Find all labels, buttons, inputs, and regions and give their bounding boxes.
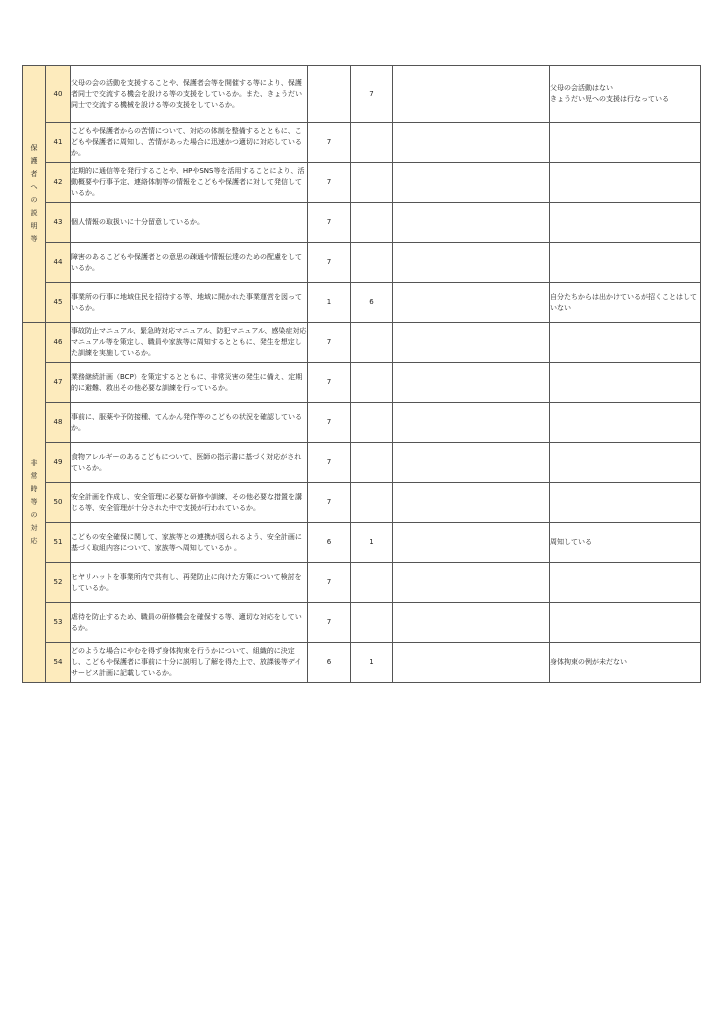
answer-yes-count: 6 [308,523,351,563]
answer-no-count: 1 [351,523,393,563]
answer-no-count [351,403,393,443]
answer-no-count [351,563,393,603]
answer-other-count [393,483,550,523]
section-label [23,323,46,683]
answer-other-count [393,203,550,243]
answer-yes-count: 7 [308,403,351,443]
row-number: 54 [46,643,71,683]
remarks-text: 身体拘束の例が未だない [550,643,701,683]
answer-yes-count: 7 [308,323,351,363]
question-text: 食物アレルギーのあるこどもについて、医師の指示書に基づく対応がされているか。 [71,443,308,483]
answer-no-count [351,243,393,283]
question-text: ヒヤリハットを事業所内で共有し、再発防止に向けた方策について検討をしているか。 [71,563,308,603]
answer-no-count [351,603,393,643]
answer-other-count [393,123,550,163]
table-row [23,563,701,603]
answer-yes-count: 7 [308,203,351,243]
answer-no-count: 1 [351,643,393,683]
question-text: 事故防止マニュアル、緊急時対応マニュアル、防犯マニュアル、感染症対応マニュアル等を策定し、職員や家族等に周知するとともに、発生を想定した訓練を実施しているか。 [71,323,308,363]
answer-yes-count: 1 [308,283,351,323]
answer-other-count [393,563,550,603]
row-number: 44 [46,243,71,283]
answer-yes-count: 7 [308,443,351,483]
question-text: 障害のあるこどもや保護者との意思の疎通や情報伝達のための配慮をしているか。 [71,243,308,283]
answer-yes-count: 7 [308,563,351,603]
table-row [23,283,701,323]
remarks-text [550,203,701,243]
answer-no-count: 7 [351,66,393,123]
question-text: 業務継続計画（BCP）を策定するとともに、非常災害の発生に備え、定期的に避難、救出その他必要な訓練を行っているか。 [71,363,308,403]
answer-yes-count [308,66,351,123]
remarks-text [550,163,701,203]
table-row [23,483,701,523]
table-row [23,123,701,163]
remarks-text [550,603,701,643]
remarks-text [550,443,701,483]
question-text: 個人情報の取扱いに十分留意しているか。 [71,203,308,243]
answer-no-count [351,323,393,363]
question-text: こどもや保護者からの苦情について、対応の体制を整備するとともに、こどもや保護者に周知し、苦情があった場合に迅速かつ適切に対応しているか。 [71,123,308,163]
table-row [23,403,701,443]
answer-other-count [393,603,550,643]
table-row [23,323,701,363]
section-label-text: 保護者への説明等 [30,144,38,243]
table-row [23,163,701,203]
remarks-text [550,563,701,603]
answer-no-count [351,483,393,523]
answer-yes-count: 7 [308,603,351,643]
answer-other-count [393,523,550,563]
row-number: 50 [46,483,71,523]
remarks-text [550,363,701,403]
remarks-text [550,123,701,163]
row-number: 42 [46,163,71,203]
answer-other-count [393,643,550,683]
question-text: 事前に、服薬や予防接種、てんかん発作等のこどもの状況を確認しているか。 [71,403,308,443]
answer-yes-count: 6 [308,643,351,683]
answer-other-count [393,243,550,283]
answer-other-count [393,403,550,443]
remarks-text: 周知している [550,523,701,563]
answer-no-count [351,363,393,403]
remarks-text: 自分たちからは出かけているが招くことはしていない [550,283,701,323]
answer-other-count [393,323,550,363]
question-text: こどもの安全確保に関して、家族等との連携が図られるよう、安全計画に基づく取組内容について、家族等へ周知しているか 。 [71,523,308,563]
table-row [23,203,701,243]
answer-no-count [351,203,393,243]
section-label [23,66,46,323]
row-number: 52 [46,563,71,603]
remarks-text [550,483,701,523]
row-number: 48 [46,403,71,443]
row-number: 40 [46,66,71,123]
question-text: 定期的に通信等を発行することや、HPやSNS等を活用することにより、活動概要や行事予定、連絡体制等の情報をこどもや保護者に対して発信しているか。 [71,163,308,203]
answer-no-count [351,443,393,483]
answer-other-count [393,283,550,323]
question-text: 父母の会の活動を支援することや、保護者会等を開催する等により、保護者同士で交流する機会を設ける等の支援をしているか。また、きょうだい同士で交流する機械を設ける等の支援をしているか。 [71,66,308,123]
row-number: 47 [46,363,71,403]
remarks-text [550,243,701,283]
answer-no-count [351,123,393,163]
table-row [23,443,701,483]
answer-yes-count: 7 [308,483,351,523]
question-text: 虐待を防止するため、職員の研修機会を確保する等、適切な対応をしているか。 [71,603,308,643]
row-number: 49 [46,443,71,483]
evaluation-table [22,65,701,683]
table-row [23,243,701,283]
row-number: 45 [46,283,71,323]
answer-no-count [351,163,393,203]
answer-yes-count: 7 [308,243,351,283]
answer-other-count [393,66,550,123]
question-text: 事業所の行事に地域住民を招待する等、地域に開かれた事業運営を図っているか。 [71,283,308,323]
answer-other-count [393,163,550,203]
table-row [23,523,701,563]
answer-yes-count: 7 [308,163,351,203]
answer-no-count: 6 [351,283,393,323]
table-row [23,643,701,683]
answer-yes-count: 7 [308,363,351,403]
answer-other-count [393,363,550,403]
remarks-text [550,403,701,443]
question-text: どのような場合にやむを得ず身体拘束を行うかについて、組織的に決定し、こどもや保護者に事前に十分に説明し了解を得た上で、放課後等デイサービス計画に記載しているか。 [71,643,308,683]
remarks-text [550,323,701,363]
row-number: 43 [46,203,71,243]
table-row [23,603,701,643]
remarks-text: 父母の会活動はない きょうだい児への支援は行なっている [550,66,701,123]
answer-other-count [393,443,550,483]
section-label-text: 非常時等の対応 [30,459,38,545]
table-row [23,66,701,123]
row-number: 46 [46,323,71,363]
row-number: 41 [46,123,71,163]
question-text: 安全計画を作成し、安全管理に必要な研修や訓練、その他必要な措置を講じる等、安全管理が十分された中で支援が行われているか。 [71,483,308,523]
answer-yes-count: 7 [308,123,351,163]
row-number: 53 [46,603,71,643]
table-row [23,363,701,403]
row-number: 51 [46,523,71,563]
